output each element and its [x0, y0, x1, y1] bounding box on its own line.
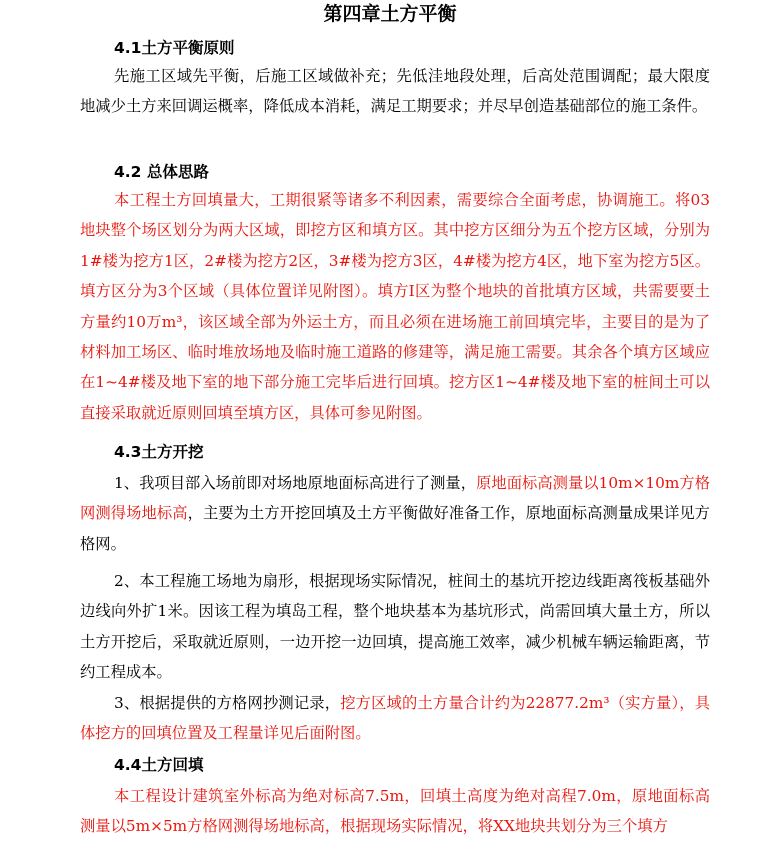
- section-heading-4-1: 4.1土方平衡原则: [114, 39, 235, 57]
- section-4-3-paragraph-3: [80, 688, 710, 749]
- section-heading-4-4: 4.4土方回填: [114, 756, 204, 774]
- section-4-3-paragraph-1: [80, 468, 710, 559]
- section-4-4-paragraph: 本工程设计建筑室外标高为绝对标高7.5m，回填土高度为绝对高程7.0m，原地面标高测量以5m×5m方格网测得场地标高，根据现场实际情况，将XX地块共划分为三个填方: [80, 787, 710, 836]
- section-4-3-paragraph-2: 2、本工程施工场地为扇形，根据现场实际情况，桩间土的基坑开挖边线距离筏板基础外边线向外扩1米。因该工程为填岛工程，整个地块基本为基坑形式，尚需回填大量土方，所以土方开挖后，采取就近原则，一边开挖一边回填，提高施工效率，减少机械车辆运输距离，节约工程成本。: [80, 572, 710, 682]
- section-4-2-paragraph: 本工程土方回填量大，工期很紧等诸多不利因素，需要综合全面考虑，协调施工。将03地块整个场区划分为两大区域，即挖方区和填方区。其中挖方区细分为五个挖方区域，分别为1#楼为挖方1区，2#楼为挖方2区，3#楼为挖方3区，4#楼为挖方4区，地下室为挖方5区。填方区分为3个区域（具体位置详见附图）。填方Ⅰ区为整个地块的首批填方区域，共需要要土方量约10万m³，该区域全部为外运土方，而且必须在进场施工前回填完毕，主要目的是为了材料加工场区、临时堆放场地及临时施工道路的修建等，满足施工需要。其余各个填方区域应在1~4#楼及地下室的地下部分施工完毕后进行回填。挖方区1~4#楼及地下室的桩间土可以直接采取就近原则回填至填方区，具体可参见附图。: [80, 191, 710, 422]
- section-heading-4-3: 4.3土方开挖: [114, 443, 204, 461]
- section-4-1-paragraph: 先施工区域先平衡，后施工区域做补充；先低洼地段处理，后高处范围调配；最大限度地减少土方来回调运概率，降低成本消耗，满足工期要求；并尽早创造基础部位的施工条件。: [80, 67, 710, 116]
- chapter-title: 第四章土方平衡: [323, 3, 457, 25]
- highlighted-text: 挖方区域的土方量合计约为22877.2m³（实方量），具体挖方的回填位置及工程量详见后面附图。: [80, 694, 711, 743]
- paragraph-text: 1、我项目部入场前即对场地原地面标高进行了测量，: [114, 474, 477, 492]
- paragraph-text: 3、根据提供的方格网抄测记录，: [114, 694, 341, 712]
- highlighted-text: 原地面标高测量以10m×10m方格网测得场地标高: [80, 474, 710, 523]
- paragraph-text: ，主要为土方开挖回填及土方平衡做好准备工作，原地面标高测量成果详见方格网。: [80, 504, 710, 553]
- section-heading-4-2: 4.2 总体思路: [114, 163, 209, 181]
